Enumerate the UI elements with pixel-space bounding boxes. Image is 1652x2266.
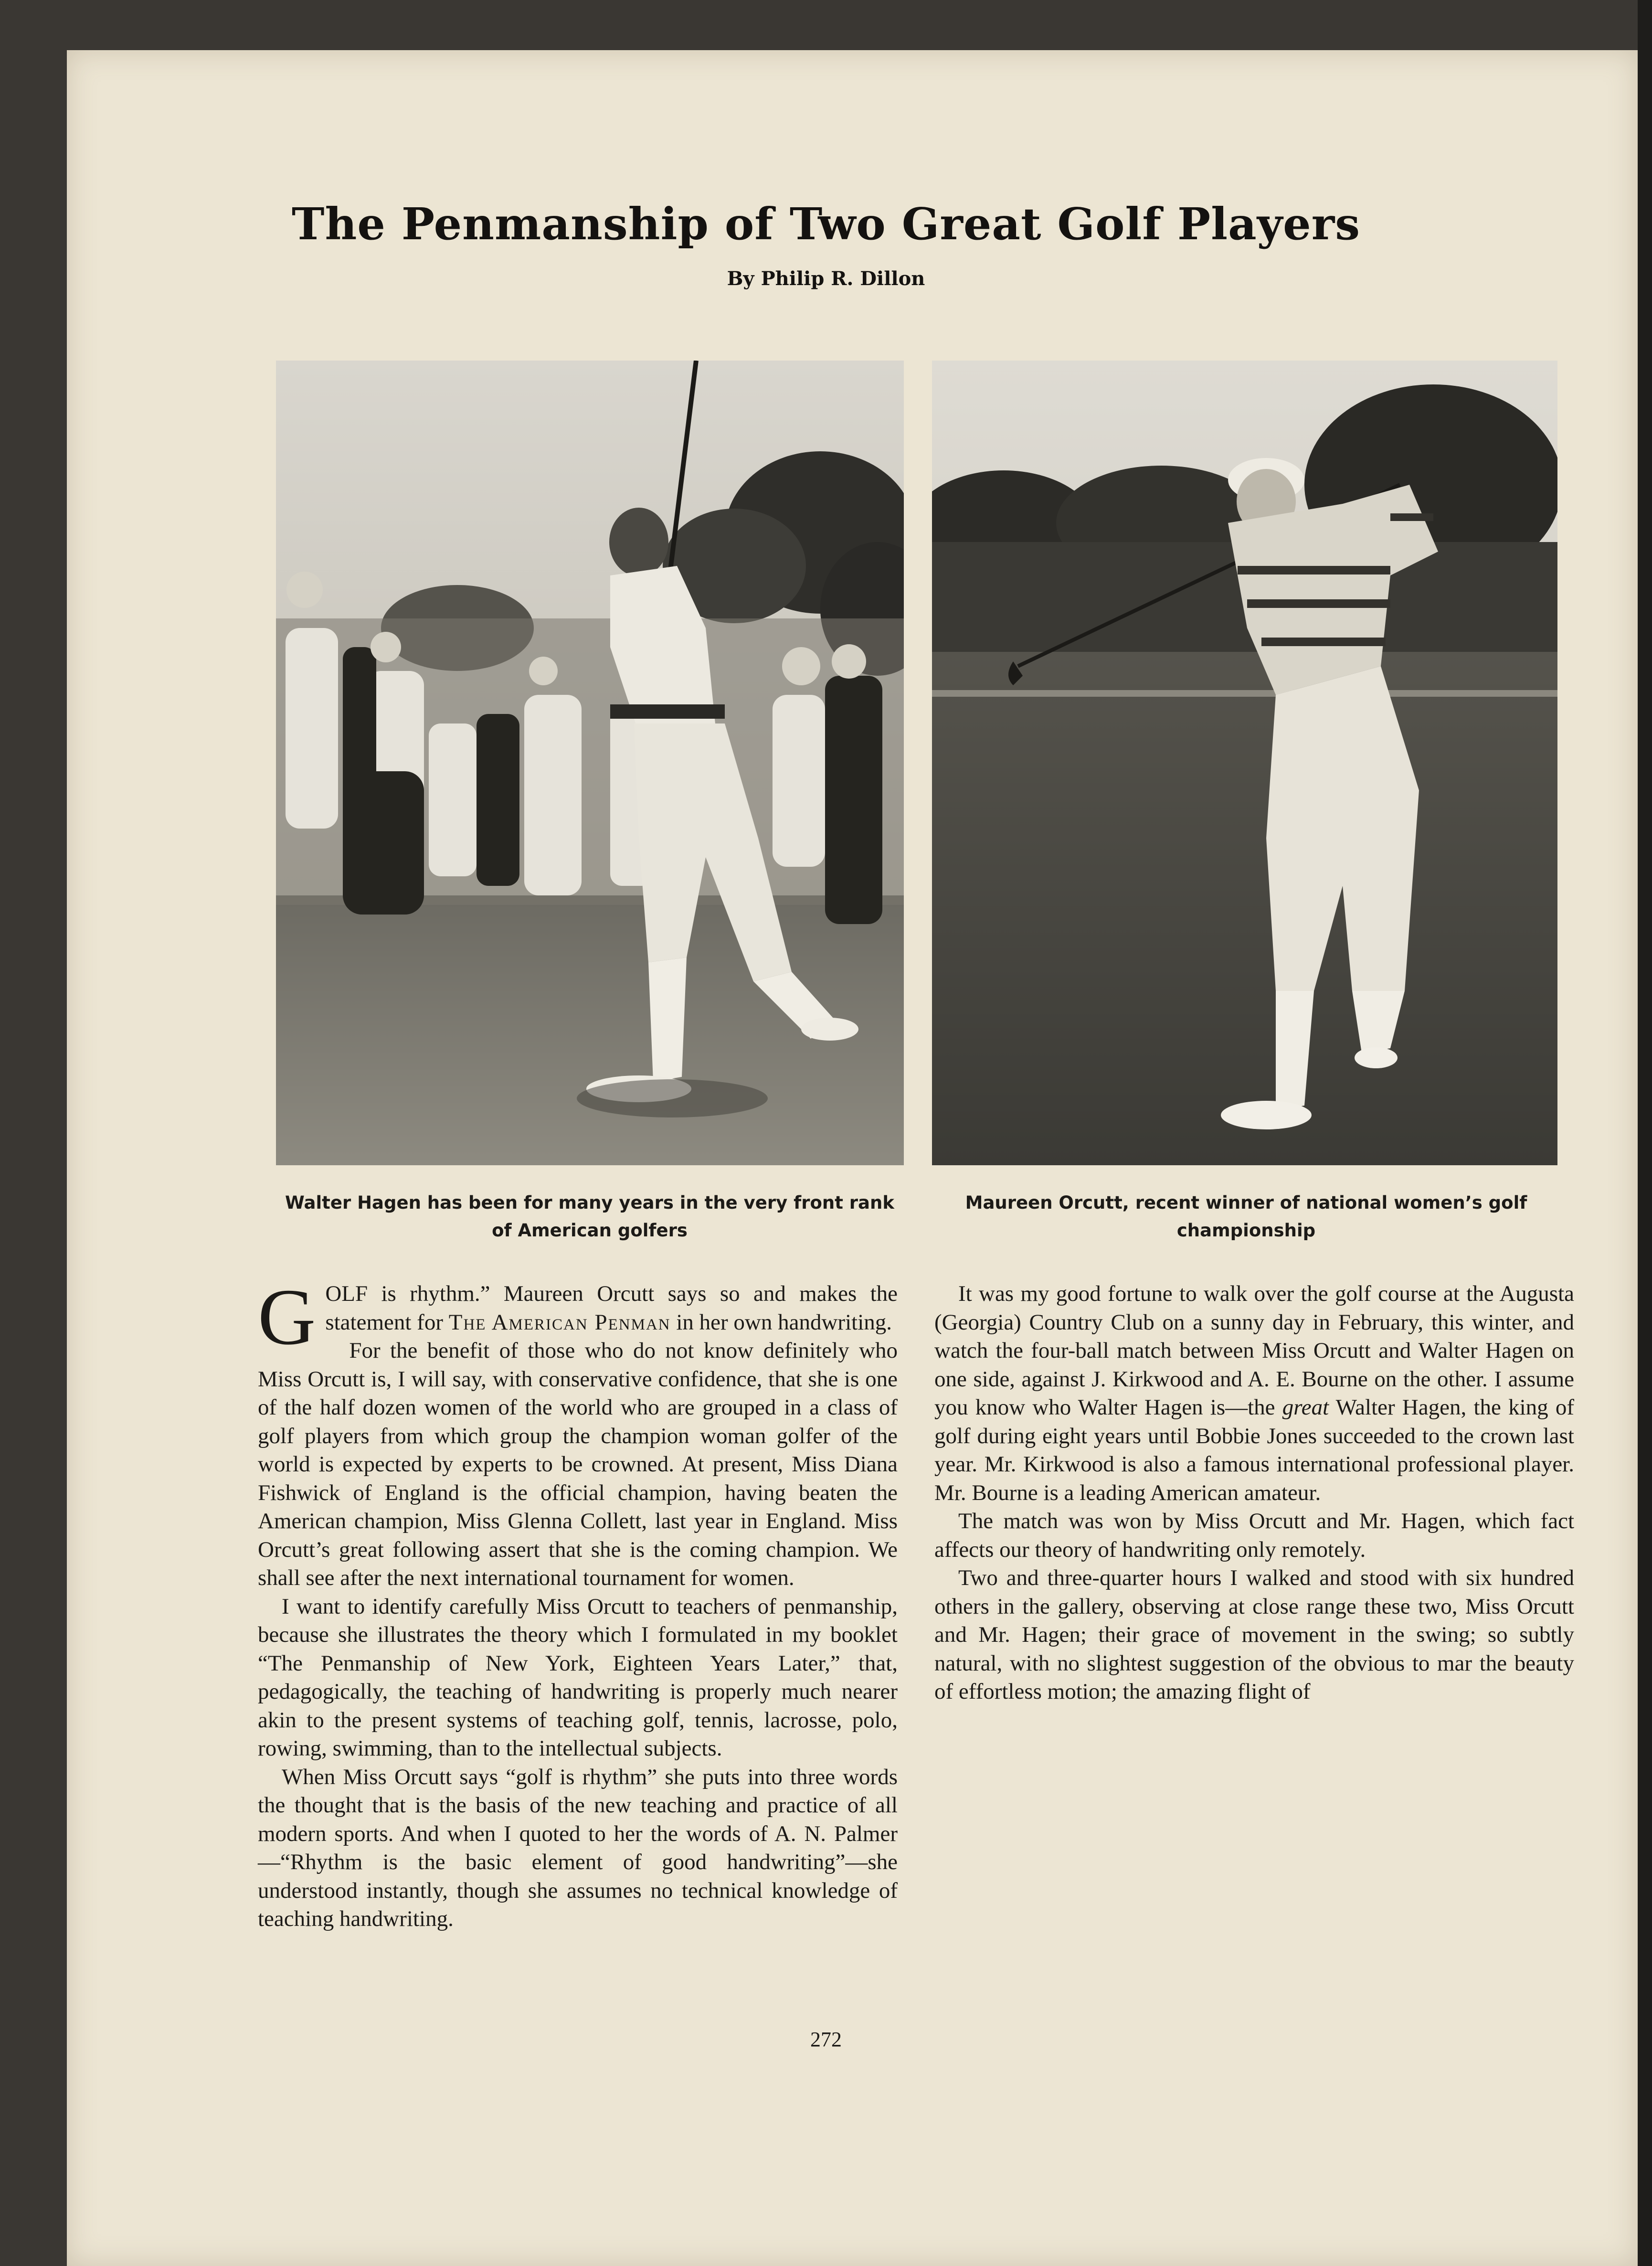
drop-cap: G bbox=[258, 1273, 316, 1362]
page-number: 272 bbox=[810, 2028, 842, 2051]
paragraph-5-emphasis: great bbox=[1282, 1395, 1329, 1420]
paragraph-3: I want to identify carefully Miss Orcutt to teachers of penmanship, because she illustrates the theory which I formulated in my booklet “The Penmanship of New York, Eighteen Years Later,” that, pedagogically, the teaching of handwriting is properly much nearer akin to the present systems of teaching golf, tennis, lacrosse, polo, rowing, swimming, than to the intellectual subjects. bbox=[258, 1594, 898, 1761]
paragraph-1-text: OLF is rhythm.” Maureen Orcutt says so and makes the statement for bbox=[325, 1281, 898, 1335]
article-column-right bbox=[934, 1280, 1574, 1706]
paragraph-5-text: It was my good fortune to walk over the golf course at the Augusta (Georgia) Country Club on a sunny day in February, this winter, and watch the four-ball match between Miss Orcutt and Walter Hagen on one side, against J. Kirkwood and A. E. Bourne on the other. bbox=[934, 1281, 1574, 1392]
photo-caption-walter-hagen: Walter Hagen has been for many years in the very front rank of American golfers bbox=[285, 1192, 894, 1241]
paragraph-1 bbox=[258, 1273, 898, 1362]
walter-hagen-illustration bbox=[276, 361, 904, 1165]
article-title: The Penmanship of Two Great Golf Players bbox=[292, 198, 1360, 250]
paragraph-2: For the benefit of those who do not know definitely who Miss Orcutt is, I will say, with conservative confidence, that she is one of the half dozen women of the world who are grouped in a class of golf players from which group the champion woman golfer of the world is expected by experts to be crowned. At present, Miss Diana Fishwick of England is the official champion, having beaten the American champion, Miss Glenna Collett, last year in England. Miss Orcutt’s great following assert that she is the coming champion. We shall see after the next international tournament for women. bbox=[258, 1338, 898, 1590]
scan-edge bbox=[1638, 0, 1652, 2266]
paragraph-5 bbox=[934, 1280, 1574, 1507]
publication-name: The American Penman bbox=[448, 1309, 671, 1335]
paragraph-5-text-b: I assume you know who Walter Hagen is—the bbox=[934, 1366, 1575, 1420]
photo-maureen-orcutt bbox=[932, 361, 1557, 1165]
paragraph-1-text-end: in her own handwriting. bbox=[670, 1309, 892, 1335]
article-byline: By Philip R. Dillon bbox=[727, 267, 925, 290]
paragraph-7: Two and three-quarter hours I walked and stood with six hundred others in the gallery, observing at close range these two, Miss Orcutt and Mr. Hagen; their grace of movement in the swing; so subtly natural, with no slightest suggestion of the obvious to mar the beauty of effortless motion; the amazing flight of bbox=[934, 1565, 1574, 1704]
paragraph-5-text-c: Walter Hagen, the king of golf during eight years until Bobbie Jones succeeded to the crown last year. Mr. Kirkwood is also a famous international professional player. Mr. Bourne is a leading American amateur. bbox=[934, 1395, 1574, 1505]
paragraph-6: The match was won by Miss Orcutt and Mr. Hagen, which fact affects our theory of handwriting only remotely. bbox=[934, 1509, 1574, 1562]
article-column-left bbox=[258, 1273, 898, 1934]
photo-caption-maureen-orcutt: Maureen Orcutt, recent winner of national women’s golf championship bbox=[965, 1192, 1527, 1241]
photo-walter-hagen bbox=[276, 361, 904, 1165]
paragraph-4: When Miss Orcutt says “golf is rhythm” she puts into three words the thought that is the basis of the new teaching and practice of all modern sports. And when I quoted to her the words of A. N. Palmer—“Rhythm is the basic element of good handwriting”—she understood instantly, though she assumes no technical knowledge of teaching handwriting. bbox=[258, 1764, 898, 1931]
maureen-orcutt-illustration bbox=[932, 361, 1557, 1165]
